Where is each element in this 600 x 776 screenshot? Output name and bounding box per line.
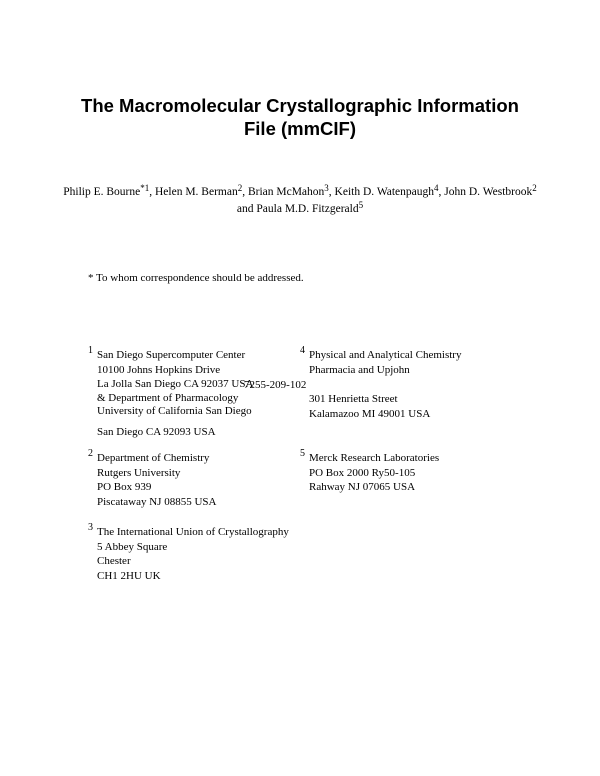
- affiliation-number: 4: [300, 345, 305, 356]
- address-line: 10100 Johns Hopkins Drive: [97, 363, 221, 376]
- author-separator: ,: [438, 186, 445, 198]
- address-line: Pharmacia and Upjohn: [309, 363, 410, 376]
- address-line: La Jolla San Diego CA 92037 USA: [97, 378, 254, 390]
- author-affiliation-mark: 3: [324, 183, 329, 193]
- author-affiliation-mark: *1: [140, 183, 150, 193]
- author-affiliation-mark: 2: [532, 183, 537, 193]
- address-line: Merck Research Laboratories: [309, 452, 440, 464]
- author-separator: ,: [328, 186, 335, 198]
- affiliation-5: [300, 448, 440, 495]
- address-line: CH1 2HU UK: [97, 569, 161, 582]
- author-separator: ,: [149, 186, 155, 198]
- author-name: Helen M. Berman: [154, 186, 238, 198]
- address-line: Department of Chemistry: [97, 452, 210, 464]
- address-line: San Diego Supercomputer Center: [97, 349, 246, 361]
- correspondence-note: * To whom correspondence should be addressed.: [88, 272, 304, 284]
- author-affiliation-mark: 5: [358, 200, 364, 210]
- affiliation-4: [300, 345, 462, 421]
- author-name: Brian McMahon: [247, 186, 325, 198]
- address-line: San Diego CA 92093 USA: [97, 425, 216, 438]
- address-line: Kalamazoo MI 49001 USA: [309, 407, 431, 420]
- address-line: 5 Abbey Square: [97, 540, 168, 553]
- author-affiliation-mark: 2: [237, 183, 243, 193]
- address-line: University of California San Diego: [97, 404, 252, 417]
- address-line: Rahway NJ 07065 USA: [309, 481, 416, 493]
- author-affiliation-mark: 4: [434, 183, 439, 193]
- title-line-1: The Macromolecular Crystallographic Information: [81, 95, 519, 116]
- address-line: 301 Henrietta Street: [309, 393, 398, 405]
- address-line: The International Union of Crystallography: [97, 526, 289, 538]
- author-separator: and: [236, 203, 257, 215]
- author-name: Keith D. Watenpaugh: [334, 186, 435, 198]
- pharmacia-code: 7255-209-102: [244, 379, 307, 391]
- author-list: [60, 184, 540, 218]
- address-line: Rutgers University: [97, 466, 181, 479]
- address-line: Physical and Analytical Chemistry: [309, 349, 462, 361]
- address-line: PO Box 939: [97, 481, 152, 493]
- affiliation-number: 3: [88, 522, 93, 533]
- address-line: & Department of Pharmacology: [97, 391, 239, 404]
- affiliation-number: 5: [300, 448, 305, 459]
- paper-title: [60, 94, 540, 140]
- affiliation-3: [88, 522, 289, 583]
- author-name: Philip E. Bourne: [63, 186, 141, 198]
- title-line-2: File (mmCIF): [243, 118, 357, 139]
- address-line: PO Box 2000 Ry50-105: [309, 466, 416, 479]
- address-line: Piscataway NJ 08855 USA: [97, 495, 217, 508]
- affiliation-1: [88, 345, 254, 439]
- affiliation-number: 1: [88, 345, 93, 356]
- author-name: Paula M.D. Fitzgerald: [256, 203, 359, 215]
- author-name: John D. Westbrook: [444, 186, 533, 198]
- affiliation-2: [88, 448, 217, 509]
- address-line: Chester: [97, 555, 131, 567]
- affiliation-number: 2: [88, 448, 93, 459]
- author-separator: ,: [242, 186, 248, 198]
